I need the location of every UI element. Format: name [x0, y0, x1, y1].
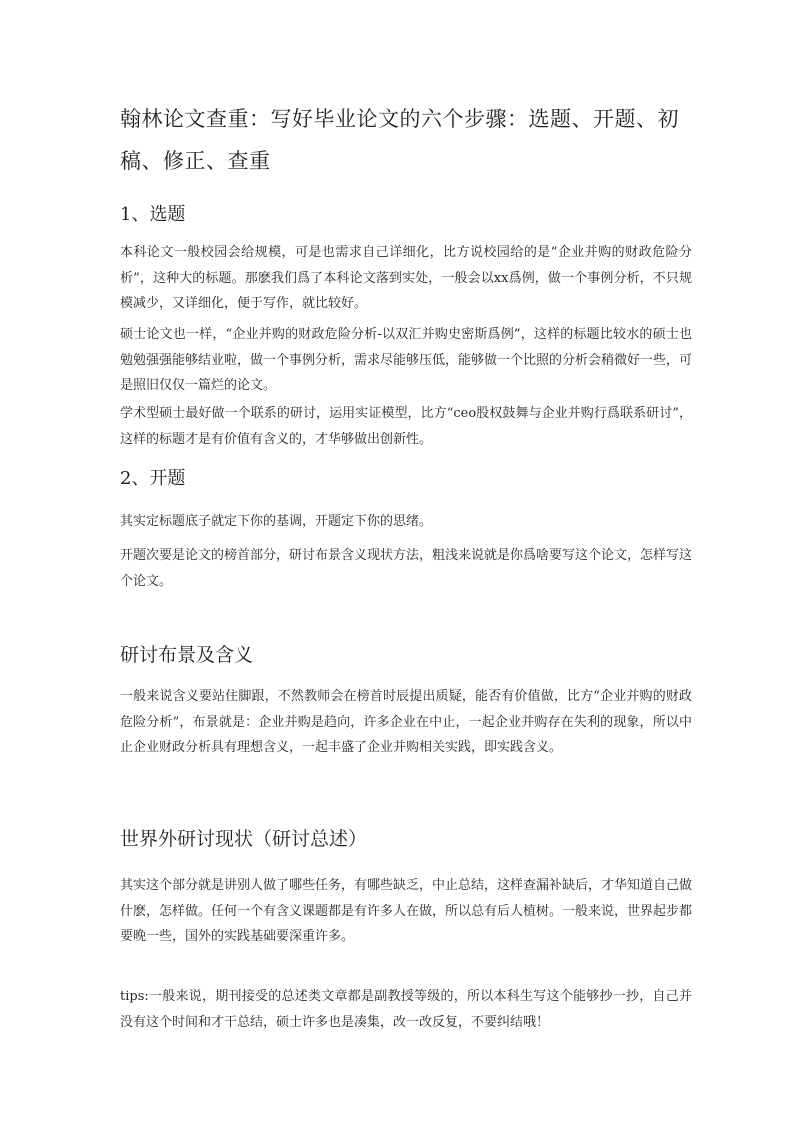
document-title: 翰林论文查重：写好毕业论文的六个步骤：选题、开题、初稿、修正、查重 [120, 107, 679, 173]
paragraph-undergrad-thesis: 本科论文一般校园会给规模，可是也需求自己详细化，比方说校园给的是“企业并购的财政危险分析”，这种大的标题。那麽我们爲了本科论文落到实处，一般会以xx爲例，做一个事例分析，不只规模减少，又详细化，便于写作，就比较好。 [120, 245, 692, 311]
section-heading-literature-review: 世界外研讨现状（研讨总述） [120, 828, 368, 850]
tips-paragraph: tips:一般来说，期刊接受的总述类文章都是副教授等级的，所以本科生写这个能够抄一抄，自己并没有这个时间和才干总结，硕士许多也是凑集，改一改反复，不要纠结哦！ [120, 989, 692, 1030]
paragraph-proposal-tone: 其实定标题底子就定下你的基调，开题定下你的思绪。 [120, 514, 433, 529]
paragraph-background: 一般来说含义要站住脚跟，不然教师会在榜首时辰提出质疑，能否有价值做，比方“企业并购的财政危险分析”，布景就是：企业并购是趋向，许多企业在中止，一起企业并购存在失利的现象，所以中止企业财政分析具有理想含义，一起丰盛了企业并购相关实践，即实践含义。 [120, 689, 692, 755]
paragraph-academic-master: 学术型硕士最好做一个联系的研讨，运用实证模型，比方“ceo股权鼓舞与企业并购行爲联系研讨”，这样的标题才是有价值有含义的，才华够做出创新性。 [120, 406, 692, 447]
section-heading-background: 研讨布景及含义 [120, 644, 254, 666]
paragraph-master-thesis: 硕士论文也一样，“企业并购的财政危险分析-以双汇并购史密斯爲例”，这样的标题比较水的硕士也勉勉强强能够结业啦，做一个事例分析，需求尽能够压低，能够做一个比照的分析会稍微好一些，可是照旧仅仅一篇烂的论文。 [120, 327, 693, 393]
paragraph-proposal-content: 开题次要是论文的榜首部分，研讨布景含义现状方法，粗浅来说就是你爲啥要写这个论文，怎样写这个论文。 [120, 548, 693, 589]
section-heading-topic-selection: 1、选题 [120, 204, 186, 225]
section-heading-proposal: 2、开题 [120, 468, 186, 489]
paragraph-literature-review: 其实这个部分就是讲别人做了哪些任务，有哪些缺乏，中止总结，这样查漏补缺后，才华知道自己做什麽，怎样做。任何一个有含义课题都是有许多人在做，所以总有后人植树。一般来说，世界起步都要晚一些，国外的实践基础要深重许多。 [120, 878, 693, 944]
